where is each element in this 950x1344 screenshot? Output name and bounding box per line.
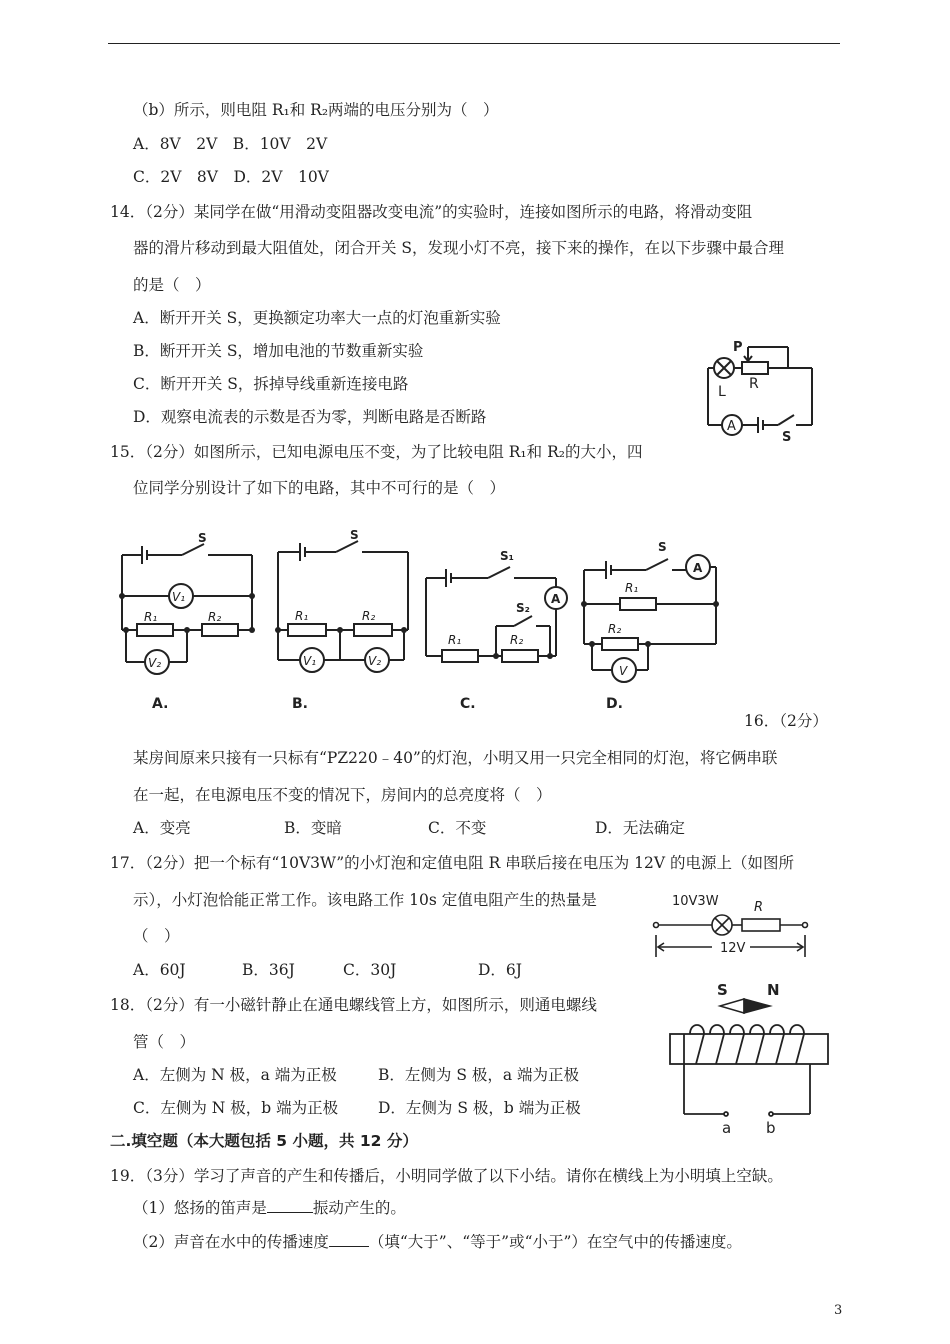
q19-blank-1[interactable] <box>267 1198 313 1213</box>
q14-circuit-figure <box>700 335 820 449</box>
section-heading-fill-in: 二.填空题（本大题包括 5 小题，共 12 分） <box>110 1132 418 1150</box>
fig-a-label-r2: R₂ <box>208 610 222 624</box>
q15-figure-a <box>112 530 262 719</box>
q14-stem-line2: 器的滑片移动到最大阻值处，闭合开关 S，发现小灯不亮，接下来的操作，在以下步骤中最合理 <box>133 239 785 257</box>
q14-label-ammeter: A <box>727 419 736 434</box>
q18-solenoid-figure <box>660 978 840 1142</box>
fig-d-label-s: S <box>658 540 667 554</box>
page-number: 3 <box>834 1303 843 1318</box>
q19-sub2-suffix: （填“大于”、“等于”或“小于”）在空气中的传播速度。 <box>368 1233 742 1251</box>
q18-label-b: b <box>766 1119 776 1137</box>
q17-stem-line2: 示），小灯泡恰能正常工作。该电路工作 10s 定值电阻产生的热量是 <box>133 891 597 909</box>
q17-label-voltage: 12V <box>720 941 746 956</box>
q15-figure-d <box>580 536 730 720</box>
q17-label-r: R <box>754 900 764 915</box>
q19-stem: 19．（3分）学习了声音的产生和传播后，小明同学做了以下小结。请你在横线上为小明填上空缺。 <box>110 1167 783 1185</box>
fig-c-label-r1: R₁ <box>448 633 462 647</box>
q15-figure-c <box>420 540 570 719</box>
fig-d-label-v: V <box>619 664 628 678</box>
fig-a-label-r1: R₁ <box>144 610 158 624</box>
q16-stem-line2: 在一起，在电源电压不变的情况下，房间内的总亮度将（ ） <box>133 786 552 804</box>
q18-stem-line1: 18．（2分）有一小磁针静止在通电螺线管上方，如图所示，则通电螺线 <box>110 996 597 1014</box>
q13-options-cd: C．2V 8V D．2V 10V <box>133 168 329 186</box>
q18-option-a: A．左侧为 N 极，a 端为正极 <box>133 1066 337 1084</box>
q15-stem-line2: 位同学分别设计了如下的电路，其中不可行的是（ ） <box>133 479 506 497</box>
q17-option-c: C．30J <box>343 961 397 979</box>
q16-option-b: B．变暗 <box>284 819 342 837</box>
q17-label-lamp: 10V3W <box>672 894 719 909</box>
q14-label-l: L <box>718 384 726 400</box>
q19-blank-2[interactable] <box>329 1232 369 1247</box>
compass-needle-n <box>744 999 770 1013</box>
q18-option-c: C．左侧为 N 极，b 端为正极 <box>133 1099 339 1117</box>
q17-option-a: A．60J <box>133 961 186 979</box>
fig-c-label-a: A <box>551 592 561 606</box>
q18-label-a: a <box>722 1119 732 1137</box>
fig-c-label-s2: S₂ <box>516 601 530 615</box>
q15-stem-line1: 15．（2分）如图所示，已知电源电压不变，为了比较电阻 R₁和 R₂的大小，四 <box>110 443 643 461</box>
q16-stem-line1: 某房间原来只接有一只标有“PZ220﹣40”的灯泡，小明又用一只完全相同的灯泡，将它俩串联 <box>133 749 778 767</box>
q14-stem-line1: 14．（2分）某同学在做“用滑动变阻器改变电流”的实验时，连接如图所示的电路，将滑动变阻 <box>110 203 753 221</box>
q16-option-c: C．不变 <box>428 819 487 837</box>
fig-d-label-a: A <box>693 561 703 575</box>
q18-label-s: S <box>717 981 728 999</box>
q14-label-p: P <box>733 340 743 355</box>
q19-sub1-prefix: （1）悠扬的笛声是 <box>133 1199 267 1217</box>
header-rule <box>108 43 840 44</box>
q14-stem-line3: 的是（ ） <box>133 276 211 294</box>
q18-stem-line2: 管（ ） <box>133 1033 196 1051</box>
fig-c-label-s1: S₁ <box>500 549 514 563</box>
q16-number: 16．（2分） <box>744 712 828 730</box>
q13-stem: （b）所示，则电阻 R₁和 R₂两端的电压分别为（ ） <box>133 101 499 119</box>
fig-b-label-v1: V₁ <box>303 654 317 668</box>
q15-figure-b <box>270 522 420 719</box>
q14-option-c: C．断开开关 S，拆掉导线重新连接电路 <box>133 375 409 393</box>
q14-option-a: A．断开开关 S，更换额定功率大一点的灯泡重新实验 <box>133 309 501 327</box>
fig-a-caption: A. <box>152 696 169 712</box>
q17-option-d: D．6J <box>478 961 523 979</box>
q19-sub1-suffix: 振动产生的。 <box>312 1199 406 1217</box>
q17-circuit-figure <box>650 885 815 969</box>
fig-b-label-r2: R₂ <box>362 609 376 623</box>
q14-label-r: R <box>749 376 759 392</box>
q17-stem-line3: （ ） <box>133 927 180 945</box>
q19-sub2 <box>133 1232 742 1252</box>
q16-option-d: D．无法确定 <box>595 819 685 837</box>
fig-b-label-r1: R₁ <box>295 609 309 623</box>
q17-option-b: B．36J <box>242 961 295 979</box>
fig-d-caption: D. <box>606 696 623 712</box>
fig-d-label-r1: R₁ <box>625 581 639 595</box>
q17-stem-line1: 17．（2分）把一个标有“10V3W”的小灯泡和定值电阻 R 串联后接在电压为 12V 的电源上（如图所 <box>110 854 794 872</box>
fig-c-caption: C. <box>460 696 476 712</box>
q19-sub1 <box>133 1198 406 1218</box>
fig-a-label-v2: V₂ <box>148 656 162 670</box>
fig-b-label-s: S <box>350 528 359 542</box>
fig-b-label-v2: V₂ <box>368 654 382 668</box>
q19-sub2-prefix: （2）声音在水中的传播速度 <box>133 1233 329 1251</box>
q14-option-b: B．断开开关 S，增加电池的节数重新实验 <box>133 342 424 360</box>
q14-option-d: D．观察电流表的示数是否为零，判断电路是否断路 <box>133 408 487 426</box>
q16-option-a: A．变亮 <box>133 819 191 837</box>
q13-options-ab: A．8V 2V B．10V 2V <box>133 135 328 153</box>
fig-c-label-r2: R₂ <box>510 633 524 647</box>
q18-label-n: N <box>767 981 780 999</box>
fig-a-label-v1: V₁ <box>172 590 186 604</box>
fig-d-label-r2: R₂ <box>608 622 622 636</box>
q18-option-d: D．左侧为 S 极，b 端为正极 <box>378 1099 581 1117</box>
q18-option-b: B．左侧为 S 极，a 端为正极 <box>378 1066 580 1084</box>
compass-needle-s <box>720 999 744 1013</box>
q14-label-s: S <box>782 430 792 445</box>
fig-b-caption: B. <box>292 696 308 712</box>
fig-a-label-s: S <box>198 531 207 545</box>
